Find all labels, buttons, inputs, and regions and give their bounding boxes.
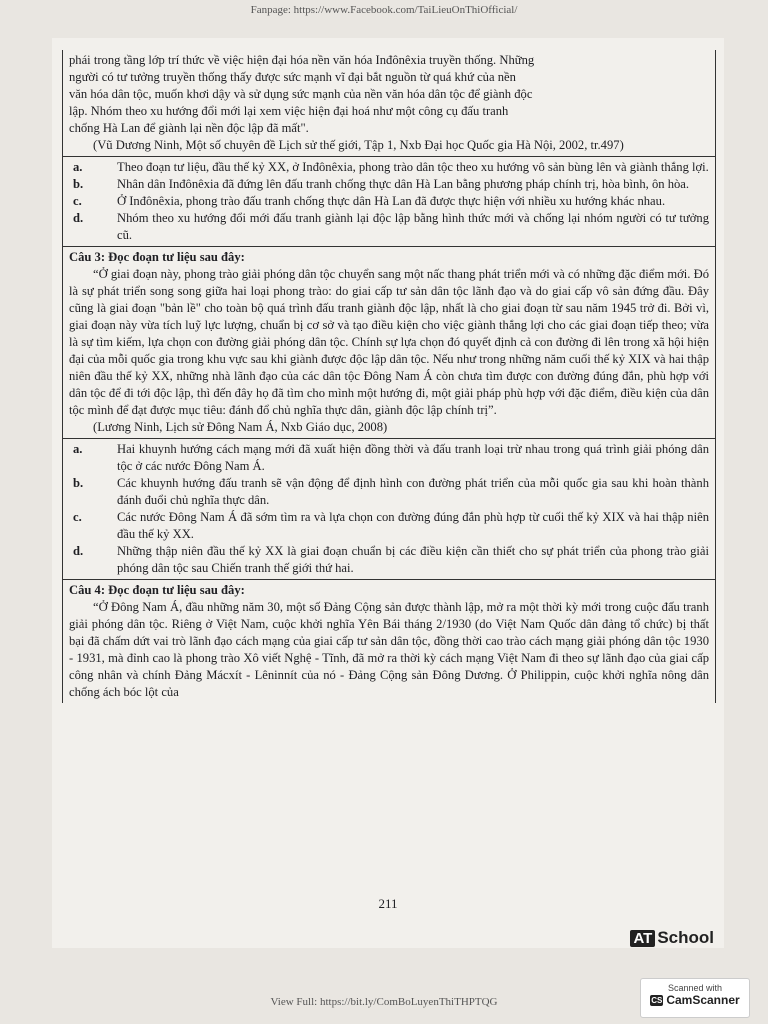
option-a [69, 441, 709, 475]
question-title: Câu 4: Đọc đoạn tư liệu sau đây: [69, 583, 245, 597]
option-label: a. [73, 160, 83, 174]
option-c [69, 193, 709, 210]
option-a [69, 159, 709, 176]
passage-line: lập. Nhóm theo xu hướng đổi mới lại xem việc hiện đại hoá như một công cụ đấu tranh [69, 104, 509, 118]
document-page [52, 38, 724, 948]
option-text: Theo đoạn tư liệu, đầu thế kỷ XX, ở Inđônêxia, phong trào dân tộc theo xu hướng vô sản bùng lên và giành thắng lợi. [117, 160, 709, 174]
logo-text: School [657, 928, 714, 947]
atschool-logo [630, 928, 714, 948]
passage-line: phái trong tầng lớp trí thức về việc hiện đại hóa nền văn hóa Inđônêxia truyền thống. Những [69, 53, 535, 67]
option-text: Nhân dân Inđônêxia đã đứng lên đấu tranh chống thực dân Hà Lan bằng phương pháp chính trị, hòa bình, ôn hòa. [117, 177, 690, 191]
camscanner-icon: CS [651, 996, 663, 1006]
passage-source: (Lương Ninh, Lịch sử Đông Nam Á, Nxb Giáo dục, 2008) [93, 420, 388, 434]
option-text: Ở Inđônêxia, phong trào đấu tranh chống thực dân Hà Lan đã được thực hiện với nhiều xu hướng khác nhau. [117, 194, 666, 208]
option-text: Các khuynh hướng đấu tranh sẽ vận động để định hình con đường phát triển của mỗi quốc gia sau khi hoàn thành đánh đuổi chủ nghĩa thực dân. [117, 476, 709, 507]
option-label: a. [73, 442, 83, 456]
camscanner-badge [640, 978, 750, 1018]
view-full-footer: View Full: https://bit.ly/ComBoLuyenThiTHPTQG [270, 996, 498, 1008]
option-label: d. [73, 544, 84, 558]
q3-options-block [63, 439, 715, 580]
q4-passage-block [63, 580, 715, 703]
q3-passage-block [63, 247, 715, 439]
scanner-brand [641, 993, 749, 1007]
q2-passage-block [63, 50, 715, 157]
q2-options-block [63, 157, 715, 247]
question-frame [62, 50, 716, 703]
scanner-caption: Scanned with [667, 983, 723, 993]
logo-badge: AT [630, 930, 655, 947]
option-b [69, 475, 709, 509]
passage-line: người có tư tưởng truyền thống thấy được sức mạnh vĩ đại bắt nguồn từ quá khứ của nền [69, 70, 516, 84]
fanpage-header: Fanpage: https://www.Facebook.com/TaiLieuOnThiOfficial/ [250, 4, 518, 16]
scanner-brand-text: CamScanner [666, 993, 740, 1007]
option-d [69, 543, 709, 577]
question-title: Câu 3: Đọc đoạn tư liệu sau đây: [69, 250, 245, 264]
page-number: 211 [378, 896, 398, 911]
option-label: c. [73, 194, 82, 208]
question-passage: “Ở Đông Nam Á, đầu những năm 30, một số Đảng Cộng sản được thành lập, mở ra một thời kỳ mới trong cuộc đấu tranh giải phóng dân tộc. Riêng ở Việt Nam, cuộc khởi nghĩa Yên Bái tháng 2/1930 (do Việt Nam Quốc dân đảng tổ chức) bị thất bại đã chấm dứt vai trò lãnh đạo cách mạng của giai cấp tư sản dân tộc, đồng thời cao trào cách mạng giải phóng dân tộc 1930 - 1931, mà đỉnh cao là phong trào Xô viết Nghệ - Tĩnh, đã mở ra thời kỳ cách mạng Việt Nam đi theo sự lãnh đạo của giai cấp công nhân và chính Đảng Mácxít - Lêninnít của nó - Đảng Cộng sản Đông Dương. Ở Philippin, cuộc khởi nghĩa nông dân chống ách bóc lột của [69, 600, 709, 699]
option-b [69, 176, 709, 193]
option-label: c. [73, 510, 82, 524]
option-label: d. [73, 211, 84, 225]
option-text: Những thập niên đầu thế kỷ XX là giai đoạn chuẩn bị các điều kiện cần thiết cho sự phát triển của phong trào giải phóng dân tộc sau Chiến tranh thế giới thứ hai. [117, 544, 709, 575]
option-text: Hai khuynh hướng cách mạng mới đã xuất hiện đồng thời và đấu tranh loại trừ nhau trong quá trình giải phóng dân tộc ở các nước Đông Nam Á. [117, 442, 709, 473]
option-text: Nhóm theo xu hướng đổi mới đấu tranh giành lại độc lập bằng hình thức mới và chống lại nhóm người có tư tưởng cũ. [117, 211, 709, 242]
option-text: Các nước Đông Nam Á đã sớm tìm ra và lựa chọn con đường đúng đắn phù hợp từ cuối thế kỷ XIX và hai thập niên đầu thế kỷ XX. [117, 510, 709, 541]
option-c [69, 509, 709, 543]
question-passage: “Ở giai đoạn này, phong trào giải phóng dân tộc chuyển sang một nấc thang phát triển mới và có những đặc điểm mới. Đó là sự phát triển song song giữa hai loại phong trào: do giai cấp tư sản dân tộc lãnh đạo và do giai cấp vô sản đứng đầu. Đây cũng là giai đoạn "bản lề" cho toàn bộ quá trình đấu tranh giành độc lập, nhất là cho giai đoạn từ sau năm 1945 trở đi. Bởi vì, giai đoạn này vừa tích luỹ lực lượng, chuẩn bị cơ sở và tạo điều kiện cho việc giành thắng lợi cho các giai đoạn tiếp theo; vừa là sự tìm kiếm, lựa chọn con đường giải phóng dân tộc. Chính sự lựa chọn đó quyết định cả con đường đi lên trong xã hội hiện đại của mỗi quốc gia trong khu vực sau khi giành được độc lập dân tộc. Nếu như trong những năm cuối thế kỷ XIX và hai thập niên đầu thế kỷ XX, những nhà lãnh đạo của các dân tộc Đông Nam Á còn chưa tìm được con đường đúng đắn, phù hợp với dân tộc để đi tới độc lập, thì đến đây họ đã tìm cho mình một hướng đi, một giải pháp phù hợp với đặc điểm, điều kiện của dân tộc mình để đạt được mục tiêu: đánh đổ chủ nghĩa thực dân, giành độc lập chính trị”. [69, 267, 709, 417]
passage-line: chống Hà Lan để giành lại nền độc lập đã mất". [69, 121, 309, 135]
option-label: b. [73, 177, 84, 191]
passage-line: văn hóa dân tộc, muốn khơi dậy và sử dụng sức mạnh của nền văn hóa dân tộc để giành độc [69, 87, 533, 101]
option-d [69, 210, 709, 244]
passage-source: (Vũ Dương Ninh, Một số chuyên đề Lịch sử thế giới, Tập 1, Nxb Đại học Quốc gia Hà Nội, 2002, tr.497) [93, 138, 624, 152]
option-label: b. [73, 476, 84, 490]
